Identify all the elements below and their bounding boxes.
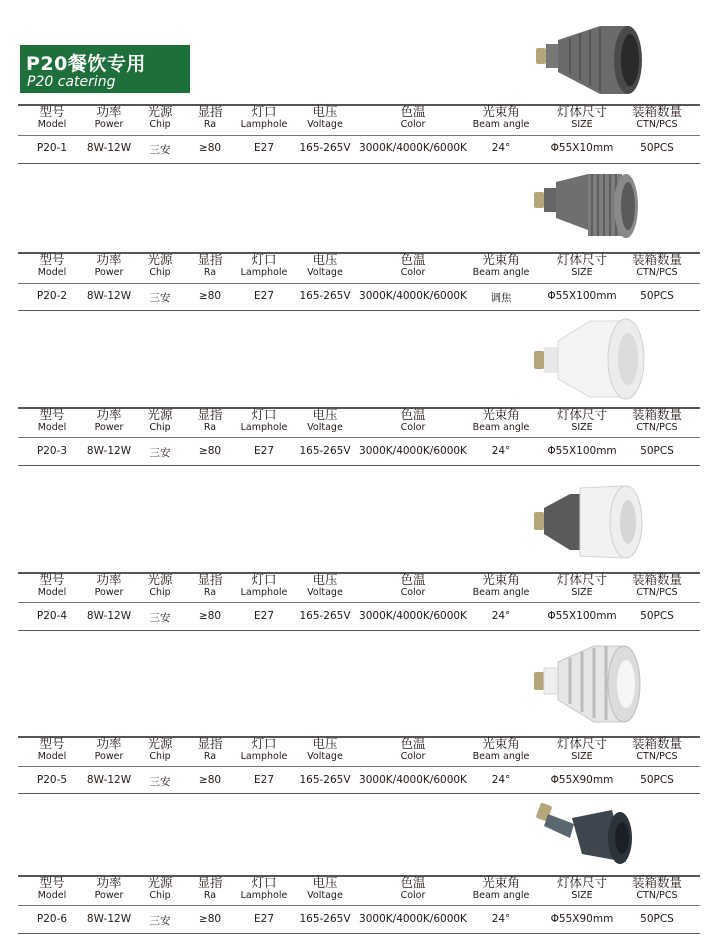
cell-color: 3000K/4000K/6000K xyxy=(359,610,467,622)
header-ra-en: Ra xyxy=(203,118,217,130)
cell-size: Φ55X10mm xyxy=(550,142,614,154)
header-beam-cn: 光束角 xyxy=(482,736,520,751)
header-model-cn: 型号 xyxy=(39,407,65,422)
cell-ctn: 50PCS xyxy=(640,913,674,925)
header-power-cn: 功率 xyxy=(96,572,122,587)
cell-size: Φ55X90mm xyxy=(550,774,614,786)
header-size-en: SIZE xyxy=(571,421,593,433)
cell-lamphole: E27 xyxy=(254,774,274,786)
header-color-en: Color xyxy=(400,118,426,130)
header-ctn-cn: 装箱数量 xyxy=(631,736,682,751)
cell-ra: ≥80 xyxy=(198,913,222,925)
product-block xyxy=(18,476,700,634)
header-power-en: Power xyxy=(94,750,124,762)
header-beam-en: Beam angle xyxy=(472,586,530,598)
cell-model: P20-5 xyxy=(36,774,68,786)
header-color-en: Color xyxy=(400,421,426,433)
spec-header xyxy=(18,572,700,604)
header-voltage-cn: 电压 xyxy=(312,736,338,751)
header-size-en: SIZE xyxy=(571,586,593,598)
header-ctn-en: CTN/PCS xyxy=(636,118,678,130)
header-lamphole-cn: 灯口 xyxy=(251,252,277,267)
header-color-cn: 色温 xyxy=(400,407,426,422)
header-model-cn: 型号 xyxy=(39,736,65,751)
lamp-photo-white xyxy=(530,315,660,403)
cell-beam: 24° xyxy=(491,913,511,925)
header-ra-en: Ra xyxy=(203,586,217,598)
header-ra-cn: 显指 xyxy=(197,736,223,751)
cell-lamphole: E27 xyxy=(254,445,274,457)
spec-header xyxy=(18,252,700,284)
header-power-en: Power xyxy=(94,586,124,598)
cell-model: P20-1 xyxy=(36,142,68,154)
header-size-en: SIZE xyxy=(571,266,593,278)
header-power-cn: 功率 xyxy=(96,104,122,119)
cell-lamphole: E27 xyxy=(254,290,274,302)
header-size-cn: 灯体尺寸 xyxy=(556,572,607,587)
header-model-cn: 型号 xyxy=(39,875,65,890)
cell-color: 3000K/4000K/6000K xyxy=(359,913,467,925)
header-beam-cn: 光束角 xyxy=(482,875,520,890)
header-size-cn: 灯体尺寸 xyxy=(556,875,607,890)
cell-ra: ≥80 xyxy=(198,445,222,457)
header-chip-cn: 光源 xyxy=(147,572,173,587)
header-chip-cn: 光源 xyxy=(147,736,173,751)
header-size-cn: 灯体尺寸 xyxy=(556,104,607,119)
header-voltage-en: Voltage xyxy=(307,586,343,598)
header-color-en: Color xyxy=(400,266,426,278)
product-block xyxy=(18,313,700,471)
lamp-photo-dark-bell xyxy=(530,800,660,870)
cell-beam: 调焦 xyxy=(490,292,512,304)
header-beam-en: Beam angle xyxy=(472,750,530,762)
header-color-en: Color xyxy=(400,586,426,598)
header-lamphole-en: Lamphole xyxy=(240,118,288,130)
cell-chip: 三安 xyxy=(149,915,171,927)
lamp-photo-grey-white xyxy=(530,480,660,564)
row-divider xyxy=(18,465,700,466)
cell-model: P20-2 xyxy=(36,290,68,302)
header-power-cn: 功率 xyxy=(96,736,122,751)
header-color-cn: 色温 xyxy=(400,572,426,587)
header-beam-cn: 光束角 xyxy=(482,104,520,119)
cell-beam: 24° xyxy=(491,445,511,457)
header-lamphole-en: Lamphole xyxy=(240,586,288,598)
header-model-en: Model xyxy=(37,118,67,130)
cell-ra: ≥80 xyxy=(198,290,222,302)
header-power-en: Power xyxy=(94,266,124,278)
product-block xyxy=(18,800,700,945)
cell-ra: ≥80 xyxy=(198,142,222,154)
header-chip-en: Chip xyxy=(149,586,171,598)
cell-voltage: 165-265V xyxy=(299,610,351,622)
header-voltage-cn: 电压 xyxy=(312,252,338,267)
header-model-en: Model xyxy=(37,586,67,598)
cell-beam: 24° xyxy=(491,774,511,786)
lamp-photo-white-finned xyxy=(530,642,660,726)
header-chip-en: Chip xyxy=(149,889,171,901)
cell-lamphole: E27 xyxy=(254,142,274,154)
header-model-en: Model xyxy=(37,750,67,762)
header-size-cn: 灯体尺寸 xyxy=(556,736,607,751)
cell-power: 8W-12W xyxy=(86,610,132,622)
cell-power: 8W-12W xyxy=(86,445,132,457)
header-ra-en: Ra xyxy=(203,266,217,278)
header-divider xyxy=(18,602,700,603)
cell-power: 8W-12W xyxy=(86,290,132,302)
header-chip-en: Chip xyxy=(149,421,171,433)
row-divider xyxy=(18,630,700,631)
header-beam-en: Beam angle xyxy=(472,118,530,130)
cell-size: Φ55X100mm xyxy=(547,610,617,622)
cell-ra: ≥80 xyxy=(198,610,222,622)
header-ra-cn: 显指 xyxy=(197,407,223,422)
spec-header xyxy=(18,104,700,136)
spec-row xyxy=(18,913,700,933)
cell-ra: ≥80 xyxy=(198,774,222,786)
cell-chip: 三安 xyxy=(149,612,171,624)
header-voltage-cn: 电压 xyxy=(312,875,338,890)
row-divider xyxy=(18,793,700,794)
cell-ctn: 50PCS xyxy=(640,445,674,457)
spec-row xyxy=(18,142,700,162)
header-lamphole-en: Lamphole xyxy=(240,421,288,433)
header-ra-en: Ra xyxy=(203,889,217,901)
cell-voltage: 165-265V xyxy=(299,445,351,457)
header-voltage-cn: 电压 xyxy=(312,104,338,119)
cell-chip: 三安 xyxy=(149,292,171,304)
header-beam-cn: 光束角 xyxy=(482,407,520,422)
cell-voltage: 165-265V xyxy=(299,142,351,154)
header-size-cn: 灯体尺寸 xyxy=(556,252,607,267)
header-chip-cn: 光源 xyxy=(147,252,173,267)
header-power-cn: 功率 xyxy=(96,407,122,422)
header-chip-en: Chip xyxy=(149,266,171,278)
header-voltage-cn: 电压 xyxy=(312,572,338,587)
product-block xyxy=(18,640,700,796)
header-voltage-en: Voltage xyxy=(307,266,343,278)
header-color-cn: 色温 xyxy=(400,875,426,890)
header-beam-en: Beam angle xyxy=(472,266,530,278)
cell-size: Φ55X100mm xyxy=(547,445,617,457)
header-chip-cn: 光源 xyxy=(147,407,173,422)
spec-row xyxy=(18,290,700,310)
header-model-cn: 型号 xyxy=(39,252,65,267)
header-chip-cn: 光源 xyxy=(147,875,173,890)
header-power-cn: 功率 xyxy=(96,875,122,890)
header-voltage-cn: 电压 xyxy=(312,407,338,422)
cell-color: 3000K/4000K/6000K xyxy=(359,142,467,154)
header-power-en: Power xyxy=(94,421,124,433)
cell-color: 3000K/4000K/6000K xyxy=(359,290,467,302)
header-size-en: SIZE xyxy=(571,118,593,130)
cell-model: P20-6 xyxy=(36,913,68,925)
header-power-cn: 功率 xyxy=(96,252,122,267)
header-chip-en: Chip xyxy=(149,750,171,762)
header-voltage-en: Voltage xyxy=(307,118,343,130)
header-ra-cn: 显指 xyxy=(197,875,223,890)
header-ctn-en: CTN/PCS xyxy=(636,889,678,901)
header-ra-cn: 显指 xyxy=(197,572,223,587)
header-chip-cn: 光源 xyxy=(147,104,173,119)
header-divider xyxy=(18,766,700,767)
header-ctn-cn: 装箱数量 xyxy=(631,407,682,422)
spec-header xyxy=(18,875,700,907)
header-beam-en: Beam angle xyxy=(472,889,530,901)
header-model-en: Model xyxy=(37,266,67,278)
header-ctn-en: CTN/PCS xyxy=(636,266,678,278)
row-divider xyxy=(18,163,700,164)
header-ctn-cn: 装箱数量 xyxy=(631,875,682,890)
cell-size: Φ55X100mm xyxy=(547,290,617,302)
row-divider xyxy=(18,933,700,934)
header-model-en: Model xyxy=(37,889,67,901)
header-color-cn: 色温 xyxy=(400,104,426,119)
lamp-photo-grey-zoom xyxy=(530,170,660,246)
spec-row xyxy=(18,774,700,794)
header-divider xyxy=(18,135,700,136)
header-voltage-en: Voltage xyxy=(307,421,343,433)
cell-power: 8W-12W xyxy=(86,142,132,154)
header-lamphole-en: Lamphole xyxy=(240,889,288,901)
cell-lamphole: E27 xyxy=(254,610,274,622)
header-power-en: Power xyxy=(94,889,124,901)
cell-voltage: 165-265V xyxy=(299,774,351,786)
header-ctn-en: CTN/PCS xyxy=(636,750,678,762)
title-cn: P20餐饮专用 xyxy=(26,53,146,75)
cell-power: 8W-12W xyxy=(86,913,132,925)
header-beam-cn: 光束角 xyxy=(482,572,520,587)
header-lamphole-cn: 灯口 xyxy=(251,104,277,119)
header-color-cn: 色温 xyxy=(400,736,426,751)
cell-power: 8W-12W xyxy=(86,774,132,786)
header-lamphole-en: Lamphole xyxy=(240,750,288,762)
header-lamphole-cn: 灯口 xyxy=(251,407,277,422)
cell-lamphole: E27 xyxy=(254,913,274,925)
header-divider xyxy=(18,283,700,284)
header-lamphole-cn: 灯口 xyxy=(251,736,277,751)
header-power-en: Power xyxy=(94,118,124,130)
product-block xyxy=(18,168,700,313)
title-en: P20 catering xyxy=(27,74,116,90)
header-lamphole-en: Lamphole xyxy=(240,266,288,278)
header-model-cn: 型号 xyxy=(39,104,65,119)
cell-beam: 24° xyxy=(491,142,511,154)
header-beam-en: Beam angle xyxy=(472,421,530,433)
header-color-en: Color xyxy=(400,889,426,901)
lamp-photo-dark-grey-finned xyxy=(530,20,660,100)
header-ra-en: Ra xyxy=(203,421,217,433)
header-ctn-cn: 装箱数量 xyxy=(631,252,682,267)
cell-beam: 24° xyxy=(491,610,511,622)
cell-ctn: 50PCS xyxy=(640,610,674,622)
cell-color: 3000K/4000K/6000K xyxy=(359,774,467,786)
spec-header xyxy=(18,407,700,439)
header-chip-en: Chip xyxy=(149,118,171,130)
cell-ctn: 50PCS xyxy=(640,290,674,302)
header-model-en: Model xyxy=(37,421,67,433)
cell-model: P20-4 xyxy=(36,610,68,622)
header-size-en: SIZE xyxy=(571,889,593,901)
header-divider xyxy=(18,437,700,438)
header-ctn-en: CTN/PCS xyxy=(636,586,678,598)
cell-voltage: 165-265V xyxy=(299,290,351,302)
header-divider xyxy=(18,905,700,906)
cell-chip: 三安 xyxy=(149,776,171,788)
cell-chip: 三安 xyxy=(149,447,171,459)
header-color-en: Color xyxy=(400,750,426,762)
cell-voltage: 165-265V xyxy=(299,913,351,925)
header-ctn-en: CTN/PCS xyxy=(636,421,678,433)
cell-model: P20-3 xyxy=(36,445,68,457)
header-color-cn: 色温 xyxy=(400,252,426,267)
spec-header xyxy=(18,736,700,768)
header-beam-cn: 光束角 xyxy=(482,252,520,267)
header-ra-cn: 显指 xyxy=(197,104,223,119)
row-divider xyxy=(18,310,700,311)
header-model-cn: 型号 xyxy=(39,572,65,587)
header-lamphole-cn: 灯口 xyxy=(251,572,277,587)
spec-row xyxy=(18,445,700,465)
header-size-en: SIZE xyxy=(571,750,593,762)
header-voltage-en: Voltage xyxy=(307,750,343,762)
cell-color: 3000K/4000K/6000K xyxy=(359,445,467,457)
cell-size: Φ55X90mm xyxy=(550,913,614,925)
cell-ctn: 50PCS xyxy=(640,774,674,786)
header-ra-cn: 显指 xyxy=(197,252,223,267)
cell-chip: 三安 xyxy=(149,144,171,156)
header-ra-en: Ra xyxy=(203,750,217,762)
header-lamphole-cn: 灯口 xyxy=(251,875,277,890)
header-ctn-cn: 装箱数量 xyxy=(631,104,682,119)
header-ctn-cn: 装箱数量 xyxy=(631,572,682,587)
spec-row xyxy=(18,610,700,630)
cell-ctn: 50PCS xyxy=(640,142,674,154)
product-block xyxy=(18,20,700,165)
header-voltage-en: Voltage xyxy=(307,889,343,901)
header-size-cn: 灯体尺寸 xyxy=(556,407,607,422)
